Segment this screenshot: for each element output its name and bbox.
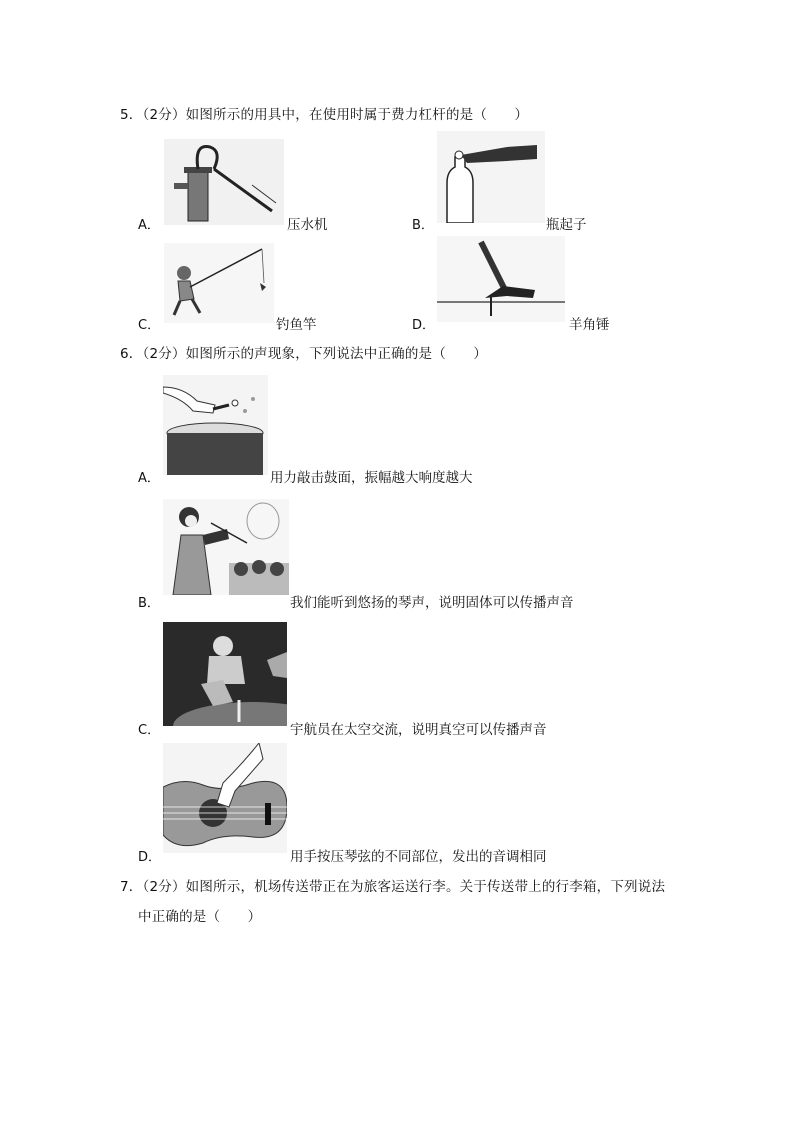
option-6c-caption: 宇航员在太空交流，说明真空可以传播声音 [290, 722, 547, 738]
option-6d-letter: D． [138, 850, 162, 865]
drum-image [163, 375, 268, 475]
option-6c-letter: C． [138, 723, 161, 738]
option-5d-caption: 羊角锤 [569, 317, 610, 333]
question-text: 如图所示的声现象，下列说法中正确的是（ ） [185, 346, 488, 362]
option-5b-caption: 瓶起子 [546, 217, 587, 233]
option-5a-letter: A． [138, 218, 160, 233]
water-pump-image [164, 139, 284, 225]
option-6d-caption: 用手按压琴弦的不同部位，发出的音调相同 [290, 849, 547, 865]
option-5a-caption: 压水机 [287, 217, 328, 233]
option-5d-letter: D． [412, 318, 436, 333]
fishing-rod-image [164, 243, 274, 323]
question-text: 如图所示的用具中，在使用时属于费力杠杆的是（ ） [185, 107, 529, 123]
option-5b-letter: B． [412, 218, 434, 233]
question-7-stem-line1 [120, 875, 665, 895]
question-score: （2分） [142, 346, 186, 362]
option-5c-caption: 钓鱼竿 [276, 317, 317, 333]
question-7-stem-line2: 中正确的是（ ） [138, 909, 262, 925]
question-6-stem [120, 342, 487, 362]
question-5-stem [120, 103, 528, 123]
option-6a-caption: 用力敲击鼓面，振幅越大响度越大 [270, 470, 473, 486]
question-score: （2分） [142, 107, 186, 123]
question-score: （2分） [142, 879, 186, 895]
option-6b-caption: 我们能听到悠扬的琴声，说明固体可以传播声音 [290, 595, 574, 611]
option-6b-letter: B． [138, 596, 160, 611]
violinist-image [163, 499, 289, 595]
question-number: 6． [120, 346, 143, 362]
option-5c-letter: C． [138, 318, 161, 333]
option-6a-letter: A． [138, 471, 160, 486]
question-number: 7． [120, 879, 143, 895]
bottle-opener-image [437, 131, 545, 223]
question-text: 如图所示，机场传送带正在为旅客运送行李。关于传送带上的行李箱，下列说法 [185, 879, 666, 895]
astronauts-image [163, 622, 287, 726]
guitar-image [163, 743, 287, 853]
question-number: 5． [120, 107, 143, 123]
claw-hammer-image [437, 236, 565, 322]
